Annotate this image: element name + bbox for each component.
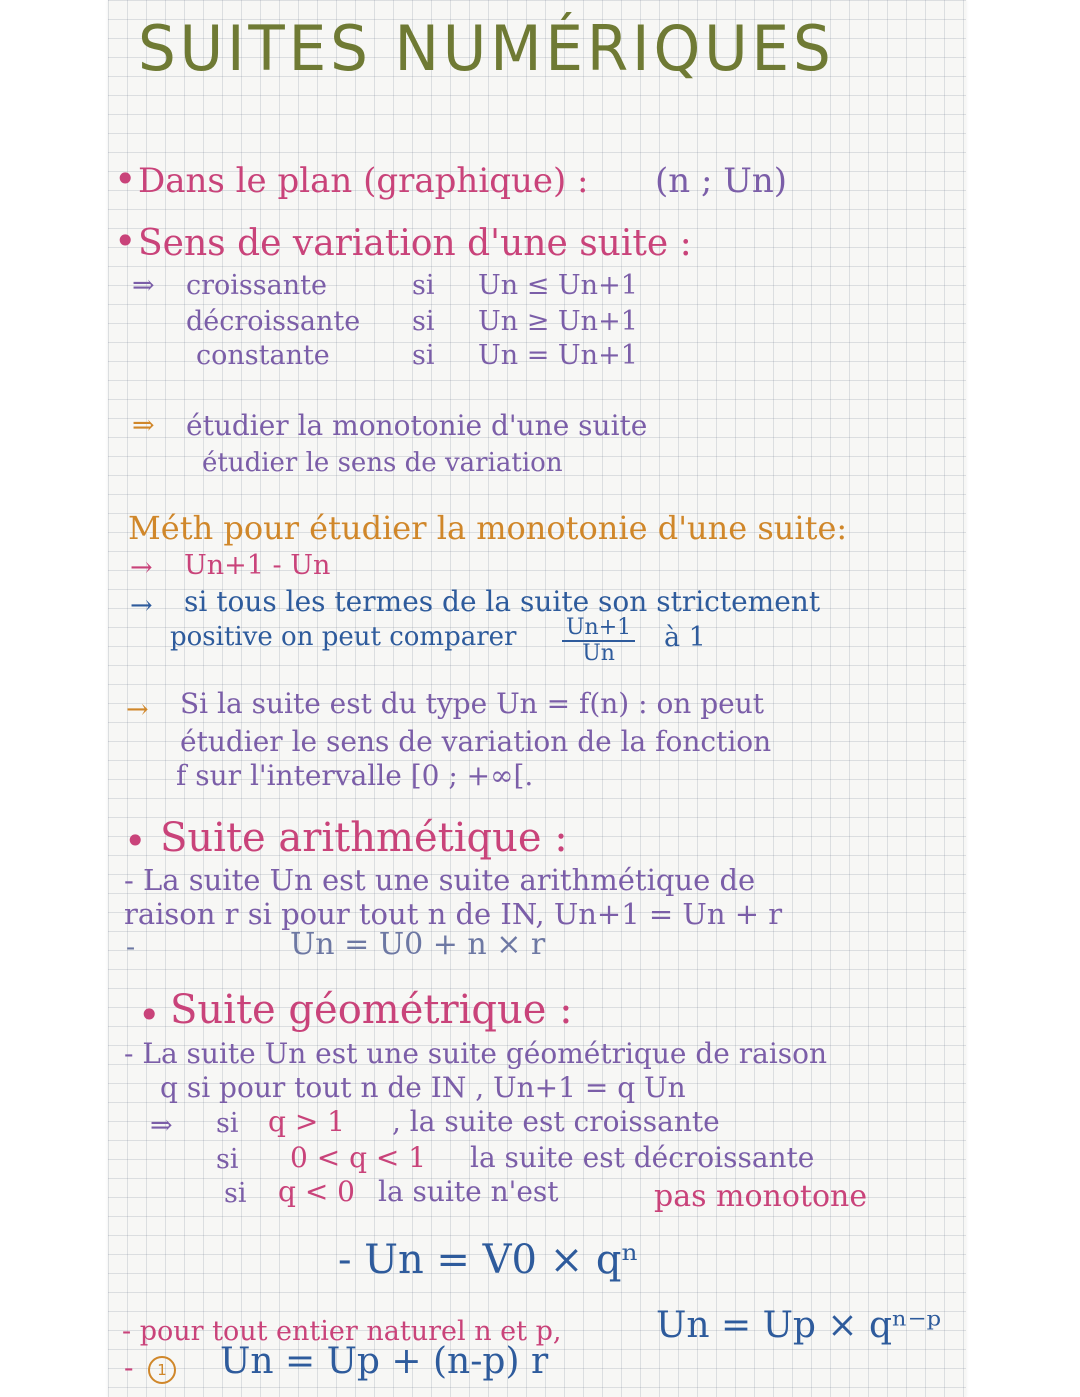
geo-formula: - Un = V0 × qⁿ [338,1237,639,1283]
arith-line1: - La suite Un est une suite arithmétique de [124,863,756,897]
geo-cond1-expr: q > 1 [268,1105,345,1138]
methode-step3-line1: Si la suite est du type Un = f(n) : on peut [180,687,765,720]
geo-line1: - La suite Un est une suite géométrique de raison [124,1037,828,1070]
geo-cond2-expr: 0 < q < 1 [290,1141,427,1174]
plan-formula: (n ; Un) [655,161,788,201]
dash-mark: - [124,1351,134,1384]
variation-row-expr: Un ≥ Un+1 [478,306,638,337]
geo-cond3-expr: q < 0 [278,1175,355,1208]
variation-row-si: si [412,306,435,337]
bullet-dot-icon: • [138,993,161,1037]
double-arrow-icon: ⇒ [150,1110,173,1141]
circled-one-icon: 1 [148,1356,176,1384]
footer-line1-text: - pour tout entier naturel n et p, [122,1316,562,1347]
arith-line2: raison r si pour tout n de IN, Un+1 = Un + r [124,897,783,931]
right-arrow-icon: → [130,552,153,583]
sens-variation-line: étudier le sens de variation [202,448,563,478]
footer-line1-formula: Un = Up × qⁿ⁻ᵖ [656,1305,942,1346]
variation-row-label: croissante [186,270,327,301]
variation-row-label: constante [196,340,330,371]
bullet-dot-icon: • [114,157,137,201]
geo-cond2-text: la suite est décroissante [470,1141,815,1174]
arith-heading: Suite arithmétique : [160,815,568,861]
fraction-denominator: Un [582,641,615,667]
methode-step2-tail: à 1 [664,622,706,653]
page-title: SUITES NUMÉRIQUES [138,12,835,85]
geo-cond1-text: , la suite est croissante [392,1105,720,1138]
arith-line3-dash: - [126,932,136,963]
geo-cond-si: si [216,1144,239,1175]
methode-step2-line1: si tous les termes de la suite son strictement [184,585,821,618]
footer-line2-formula: Un = Up + (n-p) r [220,1341,549,1382]
variation-row-si: si [412,270,435,301]
arith-formula: Un = U0 + n × r [290,927,546,962]
geo-cond3-text: la suite n'est [378,1175,559,1208]
bullet-dot-icon: • [114,219,137,263]
double-arrow-icon: ⇒ [132,270,155,301]
monotonie-line: étudier la monotonie d'une suite [186,409,648,442]
geo-heading: Suite géométrique : [170,987,573,1033]
double-arrow-icon: ⇒ [132,410,155,441]
variation-row-expr: Un = Un+1 [478,340,638,371]
methode-heading: Méth pour étudier la monotonie d'une suite: [128,509,848,547]
variation-row-label: décroissante [186,306,361,337]
variation-heading: Sens de variation d'une suite : [138,223,692,264]
methode-step3-line2: étudier le sens de variation de la fonction [180,725,772,758]
right-arrow-icon: → [130,590,153,621]
bullet-dot-icon: • [124,819,147,863]
methode-step2-line2: positive on peut comparer [170,622,517,652]
geo-cond-si: si [224,1178,247,1209]
ratio-fraction [562,616,635,666]
methode-step1: Un+1 - Un [184,550,331,581]
geo-cond3-tail: pas monotone [654,1179,868,1214]
plan-label: Dans le plan (graphique) : [138,161,589,201]
geo-line2: q si pour tout n de IN , Un+1 = q Un [160,1071,686,1104]
right-arrow-icon: → [126,694,149,725]
fraction-numerator: Un+1 [562,616,635,642]
geo-cond-si: si [216,1108,239,1139]
methode-step3-line3: f sur l'intervalle [0 ; +∞[. [176,759,534,792]
variation-row-si: si [412,340,435,371]
variation-row-expr: Un ≤ Un+1 [478,270,638,301]
